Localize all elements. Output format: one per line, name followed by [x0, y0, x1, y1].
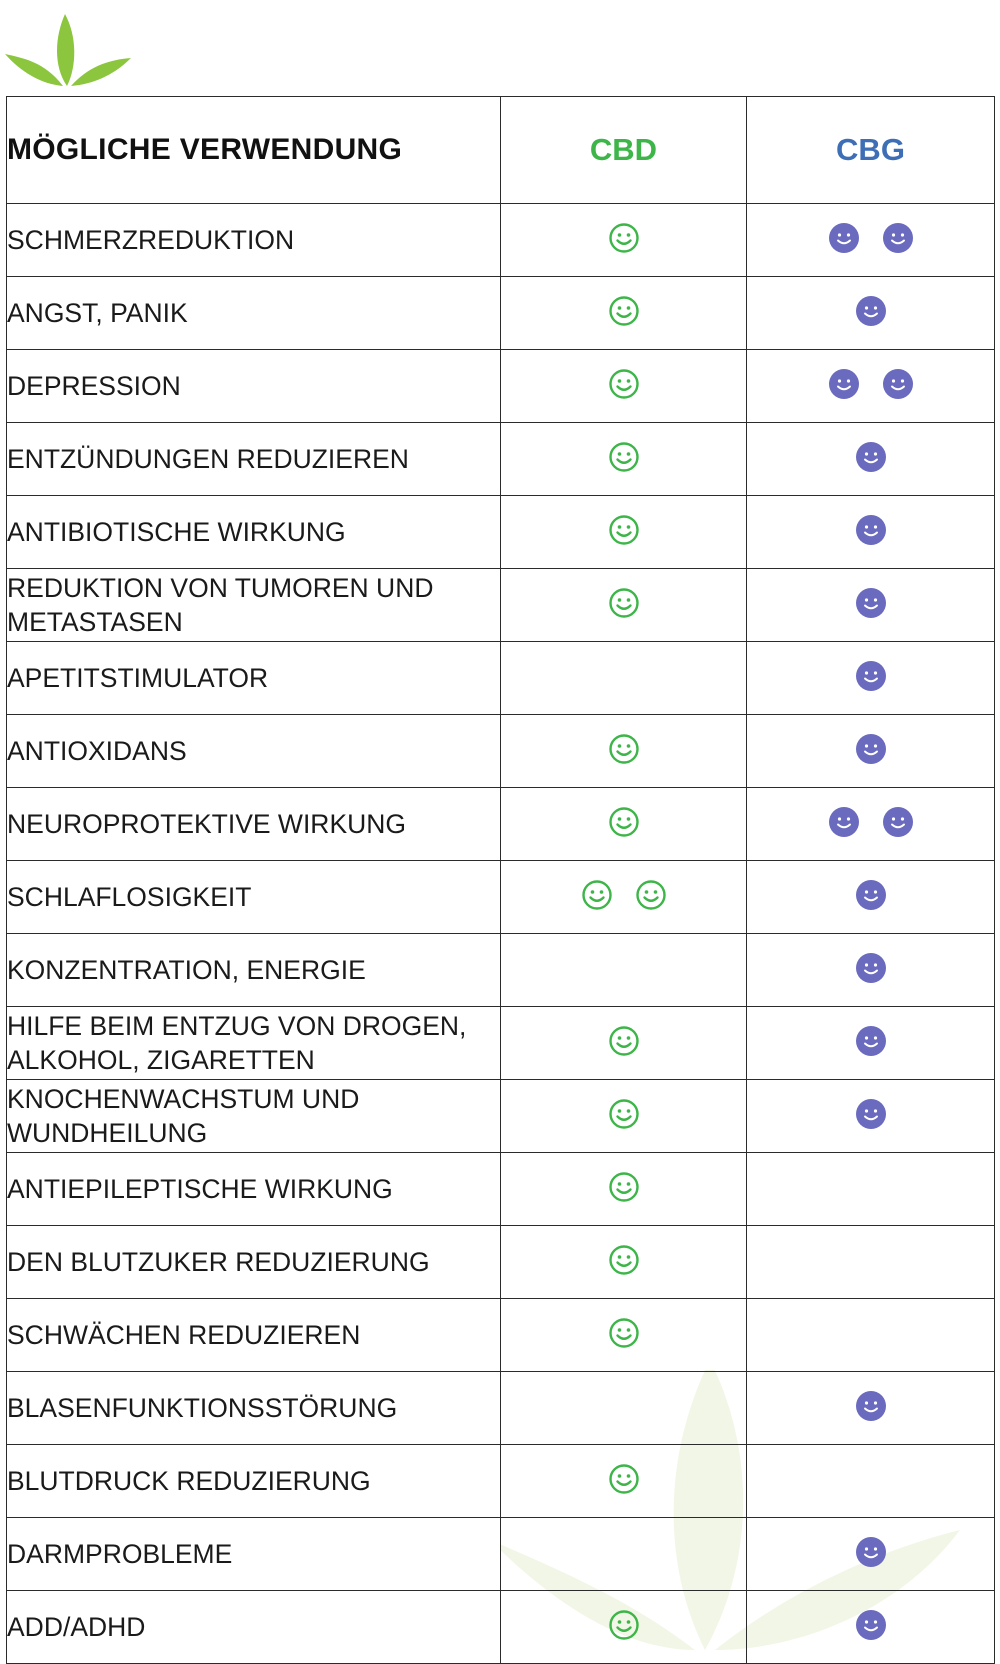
- usage-label: ANGST, PANIK: [7, 277, 501, 350]
- smiley-outline-icon: [608, 587, 640, 619]
- cbd-rating: [608, 733, 640, 765]
- smiley-outline-icon: [608, 1317, 640, 1349]
- table-row: [7, 1372, 995, 1445]
- table-row: [7, 496, 995, 569]
- smiley-filled-icon: [882, 806, 914, 838]
- smiley-filled-icon: [855, 1025, 887, 1057]
- usage-label: DEPRESSION: [7, 350, 501, 423]
- cbd-rating-cell: [501, 569, 747, 642]
- smiley-outline-icon: [608, 733, 640, 765]
- smiley-filled-icon: [855, 1536, 887, 1568]
- cbd-rating: [581, 879, 667, 911]
- cbd-rating-cell: [501, 642, 747, 715]
- smiley-filled-icon: [855, 441, 887, 473]
- table-row: [7, 934, 995, 1007]
- usage-label: BLASENFUNKTIONSSTÖRUNG: [7, 1372, 501, 1445]
- cbg-rating-cell: [747, 788, 995, 861]
- cbg-rating-cell: [747, 569, 995, 642]
- smiley-outline-icon: [608, 1098, 640, 1130]
- cbd-rating-cell: [501, 1372, 747, 1445]
- cbg-rating: [855, 1098, 887, 1130]
- cbg-rating-cell: [747, 1299, 995, 1372]
- cbd-rating: [608, 222, 640, 254]
- cbd-rating: [608, 1171, 640, 1203]
- table-row: [7, 1080, 995, 1153]
- smiley-outline-icon: [608, 441, 640, 473]
- cbd-rating-cell: [501, 204, 747, 277]
- cbg-rating-cell: [747, 1080, 995, 1153]
- cbd-rating: [608, 368, 640, 400]
- usage-label: DEN BLUTZUKER REDUZIERUNG: [7, 1226, 501, 1299]
- smiley-outline-icon: [608, 1609, 640, 1641]
- smiley-filled-icon: [855, 1390, 887, 1422]
- usage-label: REDUKTION VON TUMOREN UND METASTASEN: [7, 569, 501, 642]
- usage-label: ENTZÜNDUNGEN REDUZIEREN: [7, 423, 501, 496]
- cbd-rating-cell: [501, 861, 747, 934]
- usage-label: ADD/ADHD: [7, 1591, 501, 1664]
- smiley-filled-icon: [855, 879, 887, 911]
- smiley-outline-icon: [608, 368, 640, 400]
- cbd-rating: [608, 1098, 640, 1130]
- cbd-rating: [608, 587, 640, 619]
- header-cbd: CBD: [501, 97, 747, 204]
- cbg-rating-cell: [747, 423, 995, 496]
- usage-label: BLUTDRUCK REDUZIERUNG: [7, 1445, 501, 1518]
- usage-label: ANTIOXIDANS: [7, 715, 501, 788]
- table-row: [7, 423, 995, 496]
- smiley-outline-icon: [608, 1171, 640, 1203]
- cbd-rating-cell: [501, 1080, 747, 1153]
- table-header-row: [7, 97, 995, 204]
- cbg-rating-cell: [747, 642, 995, 715]
- cbg-rating-cell: [747, 934, 995, 1007]
- table-row: [7, 1299, 995, 1372]
- table-row: [7, 642, 995, 715]
- cbd-rating-cell: [501, 496, 747, 569]
- table-row: [7, 1007, 995, 1080]
- smiley-outline-icon: [608, 295, 640, 327]
- cbg-rating-cell: [747, 861, 995, 934]
- table-row: [7, 1445, 995, 1518]
- cbg-rating: [828, 806, 914, 838]
- cbd-rating-cell: [501, 788, 747, 861]
- smiley-filled-icon: [882, 222, 914, 254]
- usage-label: SCHLAFLOSIGKEIT: [7, 861, 501, 934]
- cbg-rating: [855, 514, 887, 546]
- usage-label: APETITSTIMULATOR: [7, 642, 501, 715]
- cbg-rating: [855, 587, 887, 619]
- smiley-filled-icon: [855, 1098, 887, 1130]
- cbg-rating: [855, 441, 887, 473]
- cbd-rating: [608, 1317, 640, 1349]
- usage-label: DARMPROBLEME: [7, 1518, 501, 1591]
- smiley-outline-icon: [608, 222, 640, 254]
- cbg-rating: [828, 368, 914, 400]
- usage-label: KNOCHENWACHSTUM UND WUNDHEILUNG: [7, 1080, 501, 1153]
- comparison-table: [6, 96, 995, 1664]
- cbg-rating-cell: [747, 1153, 995, 1226]
- cbd-rating-cell: [501, 1153, 747, 1226]
- cbg-rating: [855, 295, 887, 327]
- cbd-rating-cell: [501, 350, 747, 423]
- table-row: [7, 715, 995, 788]
- cbg-rating-cell: [747, 1007, 995, 1080]
- cbg-rating: [855, 1390, 887, 1422]
- cbg-rating-cell: [747, 1518, 995, 1591]
- cbd-rating: [608, 441, 640, 473]
- table-row: [7, 204, 995, 277]
- cbd-rating: [608, 806, 640, 838]
- smiley-outline-icon: [635, 879, 667, 911]
- smiley-filled-icon: [855, 952, 887, 984]
- cbg-rating-cell: [747, 1226, 995, 1299]
- usage-label: SCHMERZREDUKTION: [7, 204, 501, 277]
- usage-label: NEUROPROTEKTIVE WIRKUNG: [7, 788, 501, 861]
- cbg-rating: [855, 1536, 887, 1568]
- cbg-rating-cell: [747, 715, 995, 788]
- smiley-outline-icon: [608, 1025, 640, 1057]
- smiley-filled-icon: [855, 660, 887, 692]
- cbg-rating: [855, 733, 887, 765]
- table-row: [7, 569, 995, 642]
- cbg-rating: [855, 879, 887, 911]
- cbd-rating: [608, 1463, 640, 1495]
- cbd-rating: [608, 514, 640, 546]
- smiley-filled-icon: [855, 733, 887, 765]
- cbg-rating-cell: [747, 350, 995, 423]
- table-row: [7, 350, 995, 423]
- cbd-rating: [608, 1609, 640, 1641]
- header-cbg: CBG: [747, 97, 995, 204]
- smiley-filled-icon: [855, 514, 887, 546]
- cbg-rating: [855, 660, 887, 692]
- cbg-rating: [855, 1609, 887, 1641]
- table-row: [7, 1226, 995, 1299]
- cbg-rating-cell: [747, 1591, 995, 1664]
- cbd-rating-cell: [501, 1226, 747, 1299]
- cbd-rating-cell: [501, 1299, 747, 1372]
- cbg-rating-cell: [747, 496, 995, 569]
- cbd-rating: [608, 1025, 640, 1057]
- cbd-rating-cell: [501, 277, 747, 350]
- usage-label: ANTIBIOTISCHE WIRKUNG: [7, 496, 501, 569]
- smiley-filled-icon: [828, 806, 860, 838]
- cbd-rating: [608, 295, 640, 327]
- table-row: [7, 1153, 995, 1226]
- smiley-filled-icon: [828, 368, 860, 400]
- cbg-rating-cell: [747, 1445, 995, 1518]
- table-row: [7, 788, 995, 861]
- cbd-rating-cell: [501, 1007, 747, 1080]
- cbg-rating: [855, 952, 887, 984]
- usage-label: ANTIEPILEPTISCHE WIRKUNG: [7, 1153, 501, 1226]
- smiley-filled-icon: [828, 222, 860, 254]
- smiley-filled-icon: [855, 1609, 887, 1641]
- table-row: [7, 861, 995, 934]
- cbd-rating-cell: [501, 715, 747, 788]
- usage-label: HILFE BEIM ENTZUG VON DROGEN, ALKOHOL, ZIGARETTEN: [7, 1007, 501, 1080]
- cbg-rating-cell: [747, 204, 995, 277]
- smiley-filled-icon: [855, 587, 887, 619]
- cbg-rating-cell: [747, 277, 995, 350]
- smiley-filled-icon: [882, 368, 914, 400]
- smiley-outline-icon: [581, 879, 613, 911]
- cbd-rating-cell: [501, 1518, 747, 1591]
- table-row: [7, 1518, 995, 1591]
- smiley-outline-icon: [608, 806, 640, 838]
- table-row: [7, 1591, 995, 1664]
- smiley-outline-icon: [608, 514, 640, 546]
- usage-label: SCHWÄCHEN REDUZIEREN: [7, 1299, 501, 1372]
- cbg-rating: [855, 1025, 887, 1057]
- leaf-logo-icon: [5, 14, 133, 88]
- smiley-filled-icon: [855, 295, 887, 327]
- cbg-rating-cell: [747, 1372, 995, 1445]
- header-usage: MÖGLICHE VERWENDUNG: [7, 97, 501, 204]
- cbd-rating-cell: [501, 1445, 747, 1518]
- smiley-outline-icon: [608, 1244, 640, 1276]
- cbd-rating: [608, 1244, 640, 1276]
- table-row: [7, 277, 995, 350]
- smiley-outline-icon: [608, 1463, 640, 1495]
- usage-label: KONZENTRATION, ENERGIE: [7, 934, 501, 1007]
- cbd-rating-cell: [501, 423, 747, 496]
- cbg-rating: [828, 222, 914, 254]
- cbd-rating-cell: [501, 1591, 747, 1664]
- cbd-rating-cell: [501, 934, 747, 1007]
